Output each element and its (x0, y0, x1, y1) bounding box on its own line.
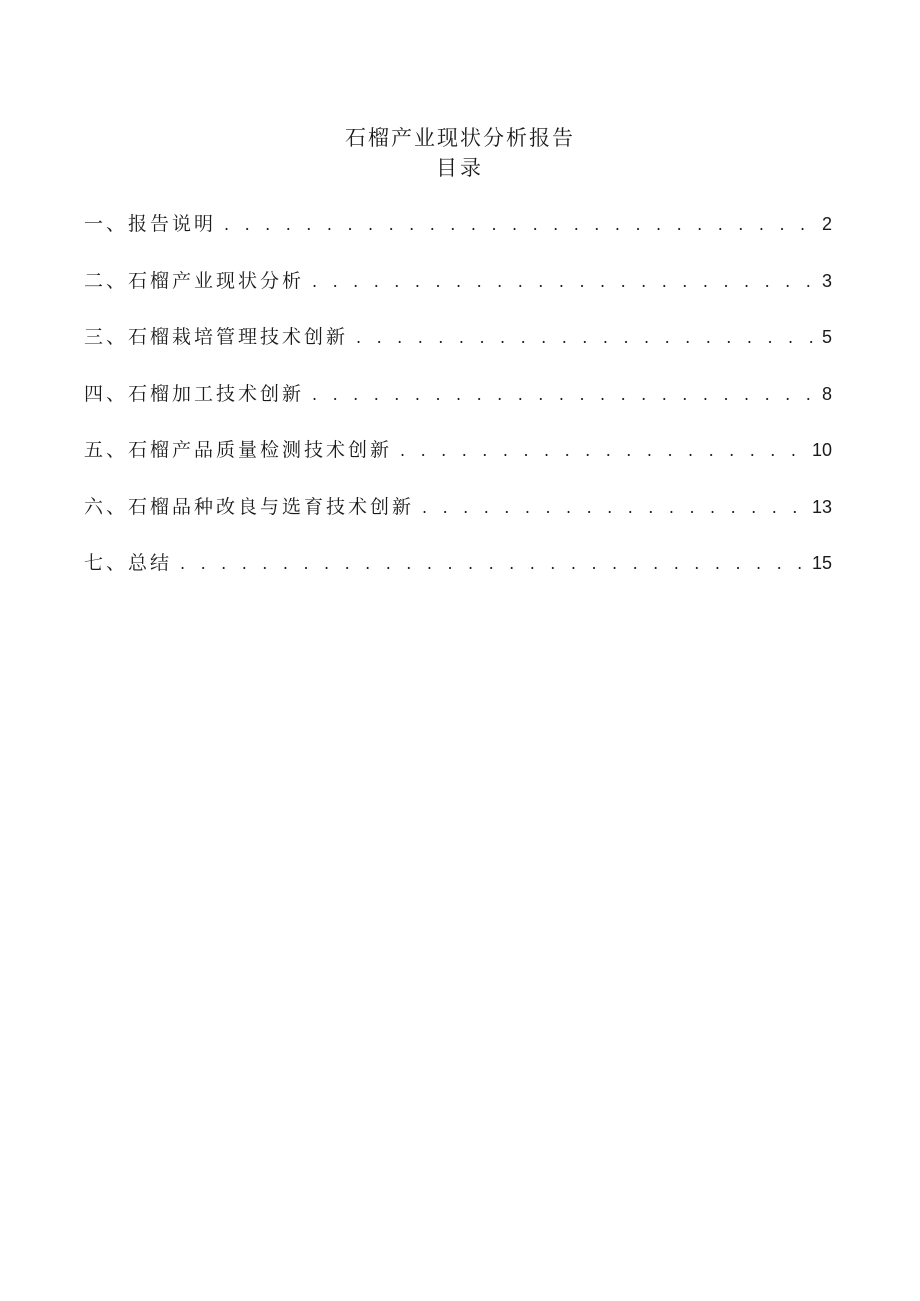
toc-entry-3[interactable] (84, 323, 832, 380)
document-title: 石榴产业现状分析报告 (345, 126, 575, 150)
toc-entry-page-number: 3 (821, 270, 832, 291)
toc-entry-6[interactable] (84, 493, 832, 550)
toc-dot-leader (224, 211, 818, 239)
toc-entry-label: 二、石榴产业现状分析 (84, 269, 305, 292)
toc-heading: 目录 (436, 156, 484, 180)
toc-entry-page-number: 2 (821, 214, 832, 234)
toc-entry-7[interactable] (84, 549, 832, 606)
toc-entry-label: 六、石榴品种改良与选育技术创新 (84, 495, 415, 518)
toc-entry-label: 五、石榴产品质量检测技术创新 (84, 439, 393, 461)
toc-entry-label: 四、石榴加工技术创新 (84, 382, 305, 405)
toc-entry-label: 三、石榴栽培管理技术创新 (84, 326, 349, 348)
toc-entry-page-number: 15 (811, 553, 832, 573)
toc-entry-4[interactable] (84, 380, 832, 437)
toc-entry-page-number: 13 (811, 496, 832, 517)
toc-entry-page-number: 5 (821, 327, 832, 347)
toc-dot-leader (312, 268, 818, 296)
toc-dot-leader (400, 437, 808, 465)
toc-entry-label: 一、报告说明 (84, 213, 217, 235)
table-of-contents (84, 210, 832, 606)
toc-dot-leader (312, 381, 818, 409)
toc-entry-page-number: 8 (821, 383, 832, 404)
toc-dot-leader (422, 494, 808, 522)
toc-entry-page-number: 10 (811, 440, 832, 460)
toc-entry-2[interactable] (84, 267, 832, 324)
toc-dot-leader (180, 550, 808, 578)
toc-entry-label: 七、总结 (84, 552, 173, 574)
toc-entry-5[interactable] (84, 436, 832, 493)
toc-dot-leader (356, 324, 818, 352)
toc-entry-1[interactable] (84, 210, 832, 267)
